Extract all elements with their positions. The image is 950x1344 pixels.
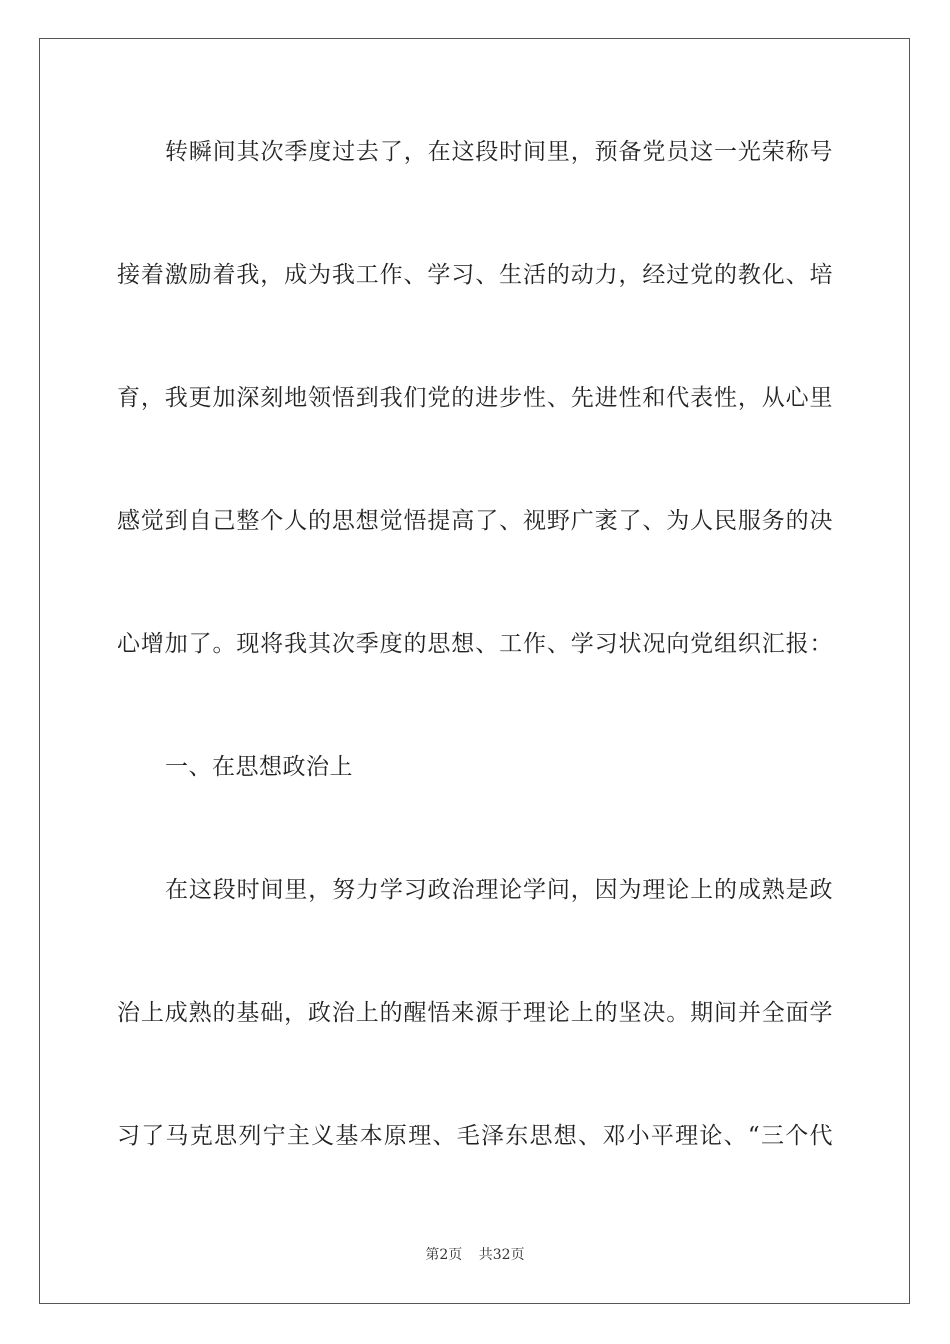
paragraph-2-line-1: 在这段时间里，努力学习政治理论学问，因为理论上的成熟是政: [165, 877, 833, 903]
page-footer: [0, 1245, 950, 1265]
paragraph-1-line-3: 育，我更加深刻地领悟到我们党的进步性、先进性和代表性，从心里: [117, 385, 833, 411]
paragraph-1-line-4: 感觉到自己整个人的思想觉悟提高了、视野广袤了、为人民服务的决: [117, 508, 833, 534]
page-number: 第2页: [425, 1247, 463, 1263]
paragraph-1-line-1: 转瞬间其次季度过去了，在这段时间里，预备党员这一光荣称号: [165, 139, 833, 165]
page-total: 共32页: [478, 1247, 525, 1263]
paragraph-2-line-3: 习了马克思列宁主义基本原理、毛泽东思想、邓小平理论、“三个代: [117, 1123, 833, 1149]
section-heading: 一、在思想政治上: [165, 754, 353, 780]
paragraph-1-line-5: 心增加了。现将我其次季度的思想、工作、学习状况向党组织汇报：: [117, 631, 833, 657]
paragraph-2-line-2: 治上成熟的基础，政治上的醒悟来源于理论上的坚决。期间并全面学: [117, 1000, 833, 1026]
paragraph-1-line-2: 接着激励着我，成为我工作、学习、生活的动力，经过党的教化、培: [117, 262, 833, 288]
page-border: [39, 38, 910, 1304]
